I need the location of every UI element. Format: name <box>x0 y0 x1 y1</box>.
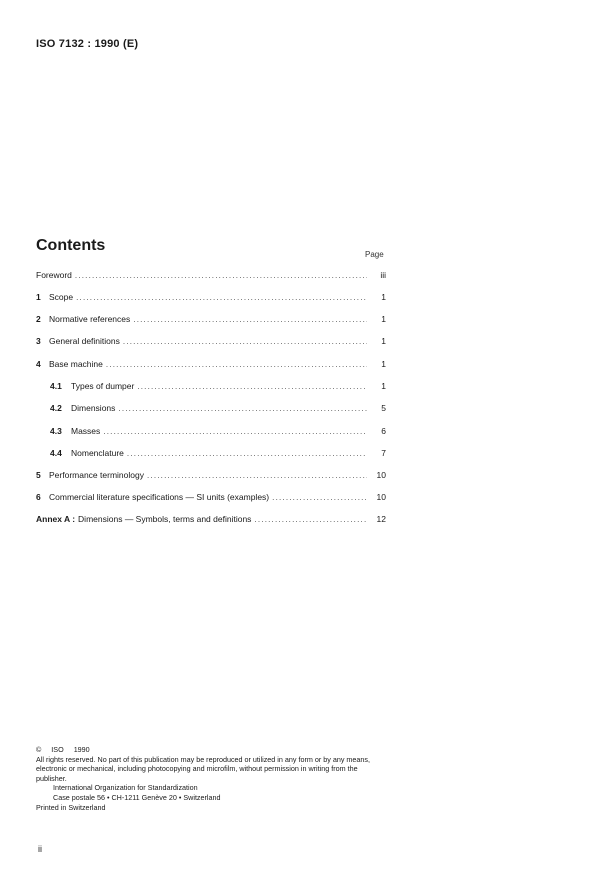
toc-number: 3 <box>36 336 41 346</box>
toc-label: Dimensions — Symbols, terms and definitions <box>78 514 252 524</box>
toc-label: Base machine <box>49 359 103 369</box>
toc-page: 6 <box>381 426 386 436</box>
toc-label: Normative references <box>49 314 131 324</box>
toc-entry-commercial-literature[interactable] <box>36 492 386 506</box>
page-column-label: Page <box>365 250 384 259</box>
toc-label: Types of dumper <box>71 381 135 391</box>
toc-number: 4 <box>36 359 41 369</box>
toc-number: Annex A : <box>36 514 76 524</box>
copyright-line <box>36 745 386 755</box>
leader-dots <box>106 360 367 369</box>
leader-dots <box>127 449 367 458</box>
toc-entry-general-definitions[interactable] <box>36 336 386 350</box>
printed-in: Printed in Switzerland <box>36 802 106 812</box>
toc-label: Commercial literature specifications — SI units (examples) <box>49 492 270 502</box>
rights-statement: All rights reserved. No part of this publication may be reproduced or utilized in any form or by any means, electronic or mechanical, including photocopying and microfilm, without permission in writing from the publisher. <box>36 754 370 783</box>
toc-label: Performance terminology <box>49 470 144 480</box>
toc-page: iii <box>380 270 386 280</box>
toc-number: 6 <box>36 492 41 502</box>
organization-address: Case postale 56 • CH-1211 Genève 20 • Switzerland <box>53 792 221 802</box>
leader-dots <box>76 293 367 302</box>
toc-entry-dimensions[interactable] <box>50 403 386 417</box>
leader-dots <box>123 337 367 346</box>
toc-number: 4.2 <box>50 403 62 413</box>
toc-entry-normative-references[interactable] <box>36 314 386 328</box>
toc-page: 1 <box>381 336 386 346</box>
copyright-footer <box>36 745 386 812</box>
toc-page: 12 <box>376 514 386 524</box>
toc-page: 1 <box>381 381 386 391</box>
contents-title: Contents <box>36 237 106 254</box>
leader-dots <box>147 471 367 480</box>
leader-dots <box>137 382 367 391</box>
toc-number: 1 <box>36 292 41 302</box>
toc-entry-annex-a[interactable] <box>36 514 386 528</box>
toc-page: 1 <box>381 292 386 302</box>
toc-number: 2 <box>36 314 41 324</box>
toc-label: Foreword <box>36 270 72 280</box>
toc-page: 1 <box>381 314 386 324</box>
toc-entry-scope[interactable] <box>36 292 386 306</box>
toc-entry-foreword[interactable] <box>36 270 386 284</box>
toc-number: 4.3 <box>50 426 62 436</box>
toc-entry-performance-terminology[interactable] <box>36 470 386 484</box>
toc-page: 1 <box>381 359 386 369</box>
toc-page: 10 <box>376 492 386 502</box>
document-identifier: ISO 7132 : 1990 (E) <box>36 38 139 50</box>
toc-label: Dimensions <box>71 403 116 413</box>
page-number: ii <box>38 844 42 854</box>
toc-entry-nomenclature[interactable] <box>50 448 386 462</box>
toc-label: Scope <box>49 292 74 302</box>
toc-page: 7 <box>381 448 386 458</box>
toc-number: 4.4 <box>50 448 62 458</box>
toc-entry-types-of-dumper[interactable] <box>50 381 386 395</box>
toc-page: 5 <box>381 403 386 413</box>
leader-dots <box>75 271 367 280</box>
leader-dots <box>272 493 367 502</box>
toc-label: Masses <box>71 426 101 436</box>
leader-dots <box>118 404 367 413</box>
toc-label: Nomenclature <box>71 448 124 458</box>
copyright-symbol: © <box>36 745 42 754</box>
organization-name: International Organization for Standardization <box>53 783 198 793</box>
toc-label: General definitions <box>49 336 120 346</box>
leader-dots <box>103 427 367 436</box>
toc-page: 10 <box>376 470 386 480</box>
leader-dots <box>254 515 367 524</box>
toc-number: 5 <box>36 470 41 480</box>
copyright-year: 1990 <box>73 745 90 754</box>
leader-dots <box>133 315 367 324</box>
toc-entry-base-machine[interactable] <box>36 359 386 373</box>
toc-number: 4.1 <box>50 381 62 391</box>
toc-entry-masses[interactable] <box>50 426 386 440</box>
copyright-org: ISO <box>51 745 64 754</box>
